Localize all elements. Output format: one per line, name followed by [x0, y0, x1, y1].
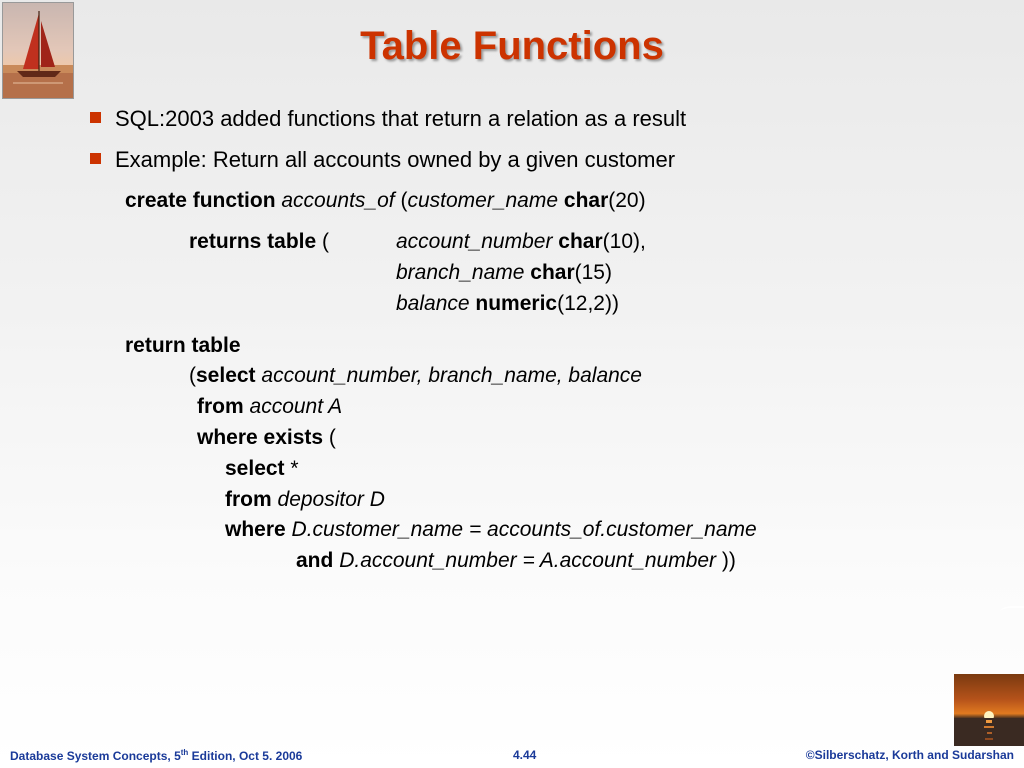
- keyword: create function: [125, 189, 276, 212]
- code-line: [125, 334, 241, 358]
- slide-title: Table Functions: [360, 24, 664, 68]
- code-line: [396, 292, 619, 316]
- code-line: [225, 457, 299, 481]
- code-line: [125, 189, 646, 213]
- bullet-text: SQL:2003 added functions that return a relation as a result: [115, 106, 687, 131]
- relation-name: account A: [249, 395, 343, 418]
- punct: (: [322, 230, 330, 253]
- code-line: [189, 364, 642, 388]
- code-line: [197, 426, 336, 450]
- code-line: [396, 261, 612, 285]
- column-name: balance: [396, 292, 470, 315]
- footer-title-sup: th: [180, 748, 189, 757]
- code-line: [396, 230, 646, 254]
- bullet-square-icon: [90, 153, 101, 164]
- relation-name: depositor D: [277, 488, 385, 511]
- footer-title-text: Database System Concepts, 5: [10, 749, 181, 763]
- code-line: [225, 488, 385, 512]
- keyword: select: [196, 364, 256, 387]
- code-line: [197, 395, 342, 419]
- keyword: and: [296, 549, 334, 572]
- decorative-swoosh: [1000, 606, 1024, 618]
- keyword: returns table: [189, 230, 317, 253]
- bullet-square-icon: [90, 112, 101, 123]
- code-line: [296, 549, 736, 573]
- punct: (: [400, 189, 408, 212]
- type-keyword: numeric: [475, 292, 558, 315]
- punct: (: [328, 426, 336, 449]
- keyword: select: [225, 457, 285, 480]
- bullet-item: [90, 147, 675, 173]
- column-list: account_number, branch_name, balance: [261, 364, 642, 387]
- code-line: [189, 230, 329, 254]
- sunset-image: [954, 674, 1024, 746]
- star: *: [290, 457, 299, 480]
- column-name: branch_name: [396, 261, 525, 284]
- type-size: (20): [608, 189, 646, 212]
- footer-title-suffix: Edition, Oct 5. 2006: [188, 749, 303, 763]
- type-keyword: char: [558, 230, 603, 253]
- keyword: where: [225, 518, 286, 541]
- type-size: (10),: [602, 230, 646, 253]
- function-name: accounts_of: [281, 189, 395, 212]
- keyword: where exists: [197, 426, 324, 449]
- type-size: (15): [574, 261, 612, 284]
- footer-page-number: 4.44: [513, 748, 537, 762]
- bullet-text: Example: Return all accounts owned by a given customer: [115, 147, 676, 172]
- condition: D.account_number = A.account_number: [339, 549, 717, 572]
- keyword: from: [197, 395, 244, 418]
- punct: (: [189, 364, 196, 387]
- type-keyword: char: [530, 261, 575, 284]
- code-line: [225, 518, 757, 542]
- param-name: customer_name: [407, 189, 559, 212]
- punct: )): [721, 549, 736, 572]
- type-size: (12,2)): [557, 292, 619, 315]
- bullet-item: [90, 106, 686, 132]
- footer-copyright: ©Silberschatz, Korth and Sudarshan: [805, 748, 1014, 762]
- condition: D.customer_name = accounts_of.customer_name: [291, 518, 757, 541]
- keyword: from: [225, 488, 272, 511]
- keyword: return table: [125, 334, 241, 357]
- type-keyword: char: [563, 189, 609, 212]
- column-name: account_number: [396, 230, 553, 253]
- footer-book-title: [10, 748, 302, 763]
